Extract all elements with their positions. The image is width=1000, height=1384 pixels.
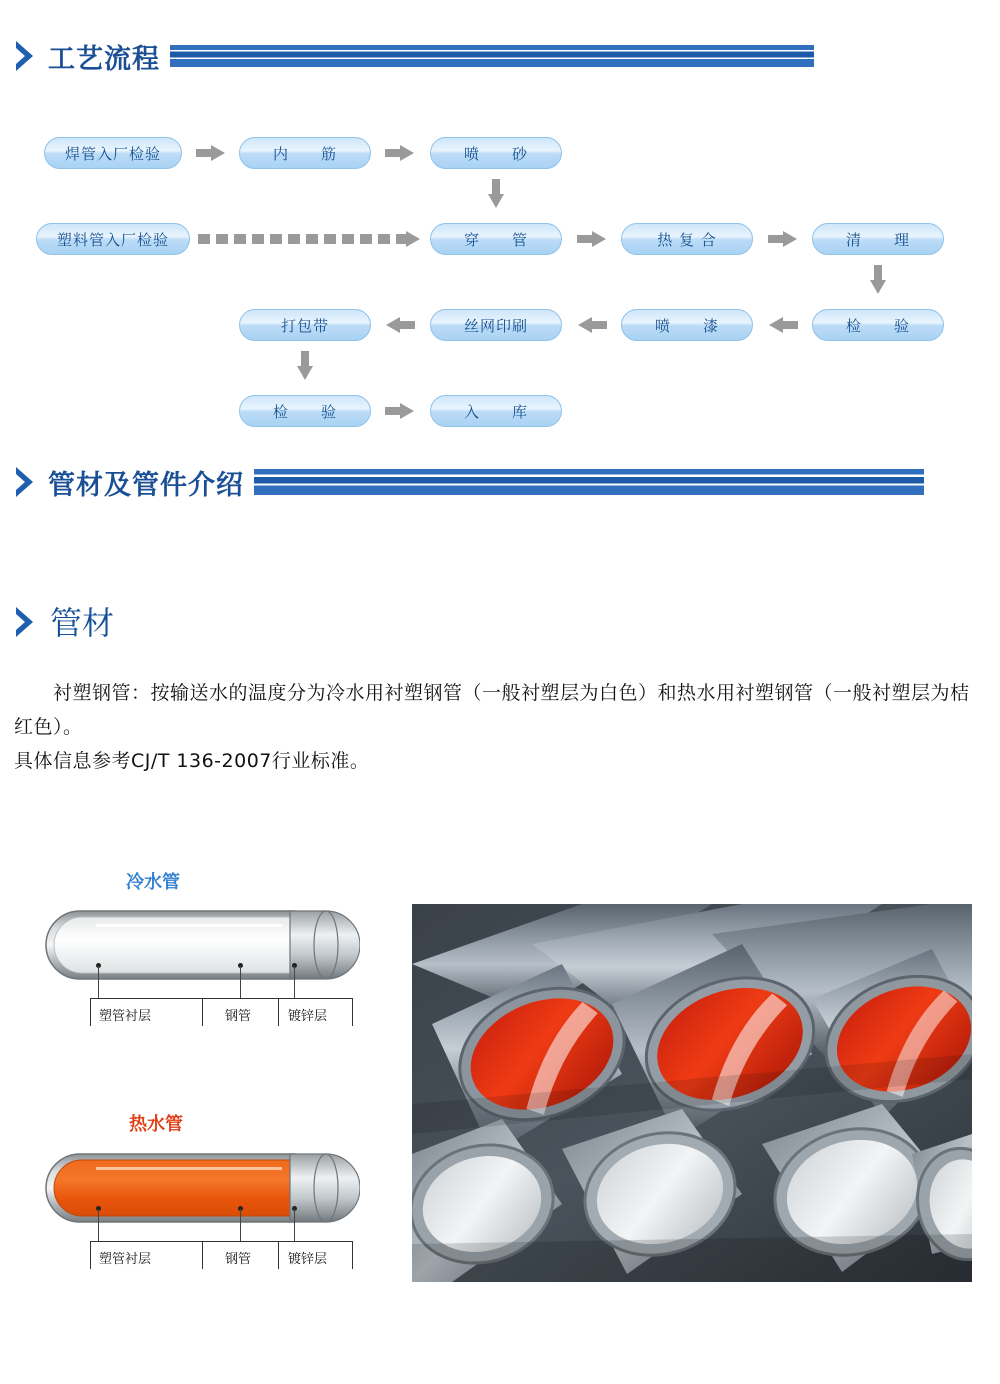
subsection-title-pipe: 管材 bbox=[50, 604, 115, 642]
section-header-process bbox=[14, 36, 814, 76]
callout-leader-cold-zinc bbox=[294, 966, 295, 998]
callout-tick-hot bbox=[202, 1241, 203, 1269]
flow-node-inspection-1: 检 验 bbox=[812, 309, 944, 341]
callout-tick-cold bbox=[278, 998, 279, 1026]
diagram-title-hot-pipe: 热水管 bbox=[129, 1114, 183, 1135]
subsection-header-pipe bbox=[14, 598, 114, 644]
callout-baseline-hot bbox=[90, 1241, 352, 1242]
callout-tick-hot bbox=[278, 1241, 279, 1269]
flow-node-strapping: 打包带 bbox=[239, 309, 371, 341]
callout-tick-cold bbox=[352, 998, 353, 1026]
hot-pipe-diagram bbox=[40, 1148, 360, 1232]
callout-tick-hot bbox=[352, 1241, 353, 1269]
callout-baseline-cold bbox=[90, 998, 352, 999]
callout-tick-hot bbox=[90, 1241, 91, 1269]
callout-leader-cold-steel bbox=[240, 966, 241, 998]
flow-node-inner-rib: 内 筋 bbox=[239, 137, 371, 169]
section-header-intro bbox=[14, 462, 924, 502]
flow-arrow-left bbox=[768, 317, 798, 333]
flow-arrow-right bbox=[385, 403, 415, 419]
diagram-title-cold-pipe: 冷水管 bbox=[126, 872, 180, 893]
cold-pipe-diagram bbox=[40, 905, 360, 989]
header-stripe-bar bbox=[254, 469, 924, 495]
chevron-right-icon bbox=[14, 604, 40, 638]
flow-node-cleaning: 清 理 bbox=[812, 223, 944, 255]
callout-label-cold-zinc: 镀锌层 bbox=[288, 1009, 328, 1024]
chevron-right-icon bbox=[14, 39, 40, 73]
section-title-intro: 管材及管件介绍 bbox=[48, 469, 244, 501]
flow-node-plastic-inspection: 塑料管入厂检验 bbox=[36, 223, 190, 255]
paragraph-pipe-description: 衬塑钢管：按输送水的温度分为冷水用衬塑钢管（一般衬塑层为白色）和热水用衬塑钢管（一般衬塑层为桔红色）。 bbox=[14, 682, 970, 738]
flow-arrow-left bbox=[577, 317, 607, 333]
callout-label-hot-zinc: 镀锌层 bbox=[288, 1252, 328, 1267]
section-title-process: 工艺流程 bbox=[48, 43, 160, 75]
flow-arrow-dashed-right bbox=[198, 231, 420, 247]
callout-tick-cold bbox=[90, 998, 91, 1026]
flow-arrow-right bbox=[385, 145, 415, 161]
flow-node-warehousing: 入 库 bbox=[430, 395, 562, 427]
flow-node-threading: 穿 管 bbox=[430, 223, 562, 255]
callout-leader-hot-lining bbox=[98, 1209, 99, 1241]
flow-node-sandblast: 喷 砂 bbox=[430, 137, 562, 169]
hot-pipe-svg bbox=[40, 1148, 360, 1228]
chevron-right-icon bbox=[14, 465, 40, 499]
product-photo-svg bbox=[412, 904, 972, 1282]
callout-label-cold-steel: 钢管 bbox=[225, 1009, 252, 1024]
callout-leader-hot-steel bbox=[240, 1209, 241, 1241]
flow-node-thermal-composite: 热 复 合 bbox=[621, 223, 753, 255]
flow-arrow-right bbox=[577, 231, 607, 247]
callout-label-hot-steel: 钢管 bbox=[225, 1252, 252, 1267]
flow-node-inspection-2: 检 验 bbox=[239, 395, 371, 427]
paragraph-standard-reference: 具体信息参考CJ/T 136-2007行业标准。 bbox=[14, 750, 370, 772]
flow-node-screen-printing: 丝网印刷 bbox=[430, 309, 562, 341]
flow-arrow-down bbox=[488, 179, 504, 209]
flow-node-painting: 喷 漆 bbox=[621, 309, 753, 341]
header-stripe-bar bbox=[170, 45, 814, 67]
flow-arrow-right bbox=[196, 145, 226, 161]
callout-label-hot-lining: 塑管衬层 bbox=[99, 1252, 152, 1267]
callout-leader-hot-zinc bbox=[294, 1209, 295, 1241]
flow-arrow-left bbox=[385, 317, 415, 333]
flow-arrow-right bbox=[768, 231, 798, 247]
callout-label-cold-lining: 塑管衬层 bbox=[99, 1009, 152, 1024]
callout-tick-cold bbox=[202, 998, 203, 1026]
flow-arrow-down bbox=[870, 265, 886, 295]
product-photo-pipes bbox=[412, 904, 972, 1282]
flow-arrow-down bbox=[297, 351, 313, 381]
flow-node-weld-inspection: 焊管入厂检验 bbox=[44, 137, 182, 169]
cold-pipe-svg bbox=[40, 905, 360, 985]
callout-leader-cold-lining bbox=[98, 966, 99, 998]
